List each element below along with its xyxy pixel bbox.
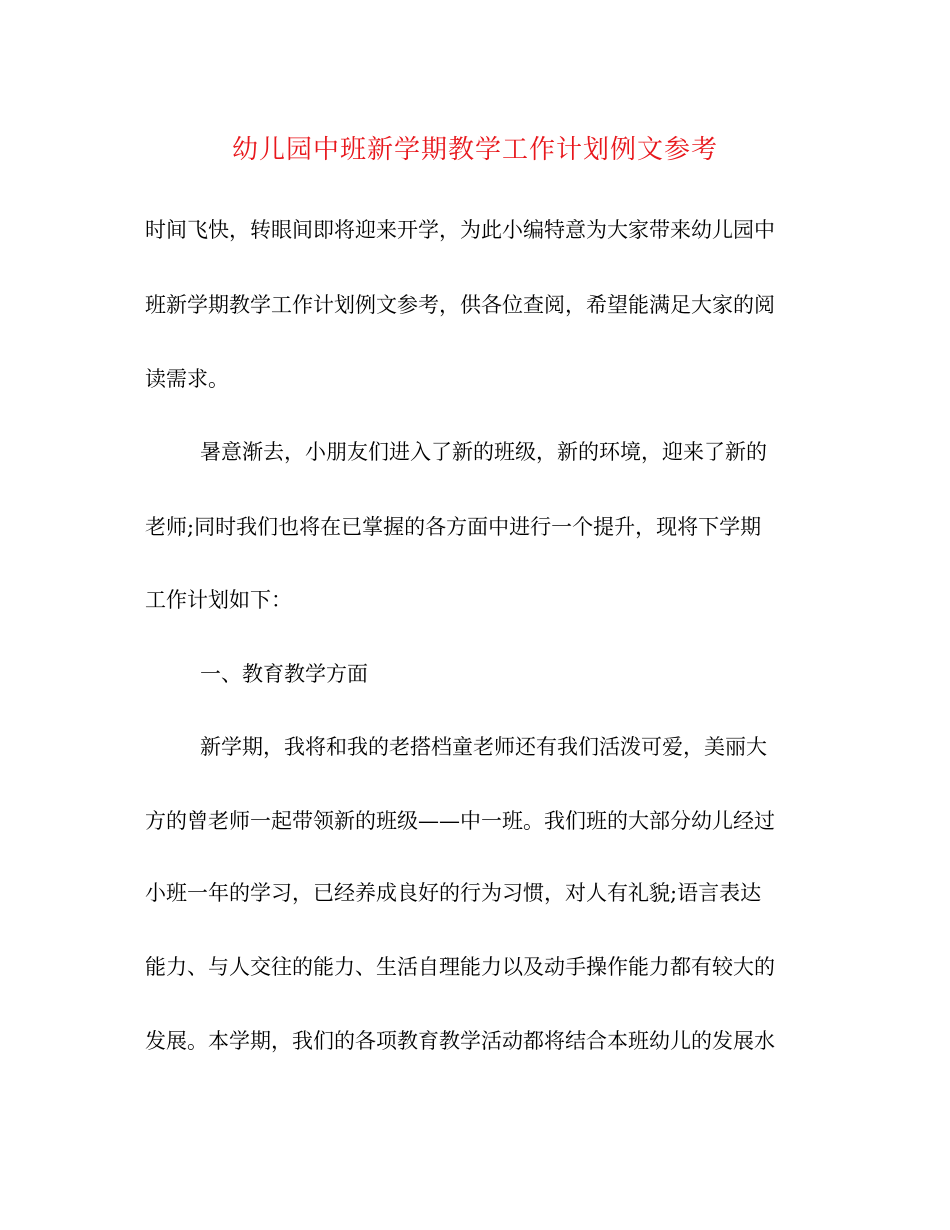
section-heading: 一、教育教学方面 [200, 662, 368, 686]
paragraph-line: 工作计划如下： [145, 588, 292, 612]
paragraph-line: 方的曾老师一起带领新的班级——中一班。我们班的大部分幼儿经过 [145, 809, 775, 833]
paragraph-line: 时间飞快，转眼间即将迎来开学，为此小编特意为大家带来幼儿园中 [145, 218, 775, 242]
paragraph-line: 新学期，我将和我的老搭档童老师还有我们活泼可爱，美丽大 [200, 735, 767, 759]
paragraph-line: 小班一年的学习，已经养成良好的行为习惯，对人有礼貌;语言表达 [145, 881, 762, 905]
paragraph-line: 发展。本学期，我们的各项教育教学活动都将结合本班幼儿的发展水 [145, 1029, 775, 1053]
paragraph-line: 读需求。 [145, 367, 229, 391]
paragraph-line: 老师;同时我们也将在已掌握的各方面中进行一个提升，现将下学期 [145, 515, 762, 539]
paragraph-line: 暑意渐去，小朋友们进入了新的班级，新的环境，迎来了新的 [200, 440, 767, 464]
paragraph-line: 能力、与人交往的能力、生活自理能力以及动手操作能力都有较大的 [145, 955, 775, 979]
document-title: 幼儿园中班新学期教学工作计划例文参考 [231, 135, 718, 165]
paragraph-line: 班新学期教学工作计划例文参考，供各位查阅，希望能满足大家的阅 [145, 293, 775, 317]
